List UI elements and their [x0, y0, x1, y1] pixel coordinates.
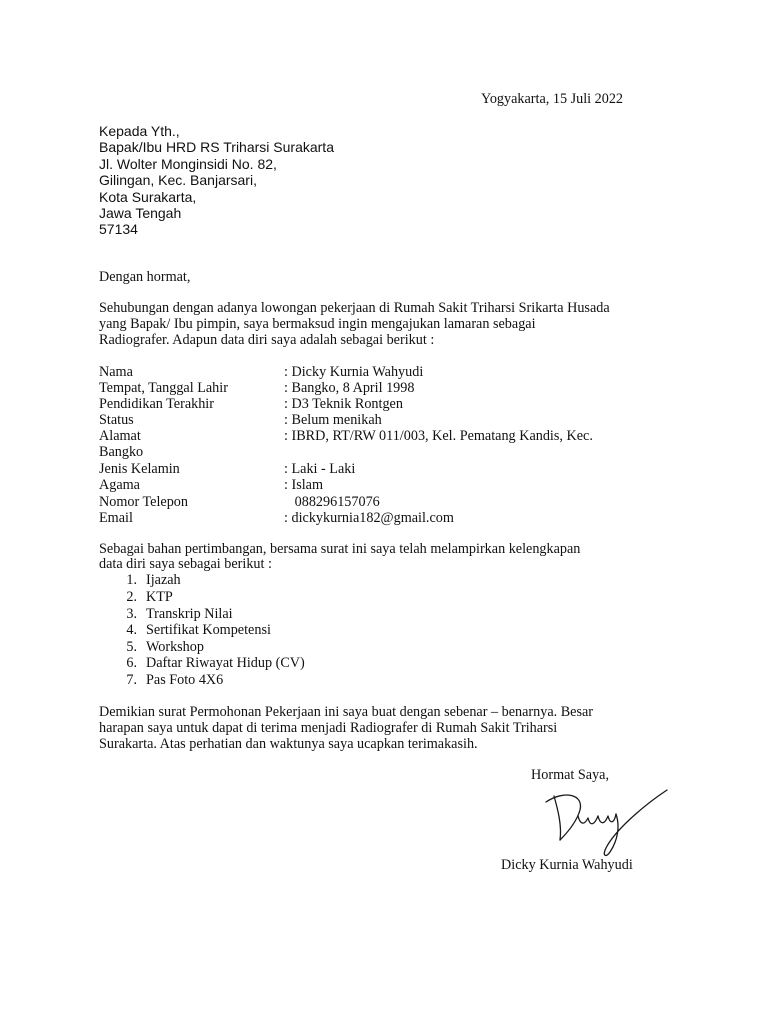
data-value: : Dicky Kurnia Wahyudi	[284, 364, 424, 380]
list-text: Ijazah	[146, 572, 181, 588]
data-value: : Islam	[284, 477, 324, 493]
data-label: Email	[99, 510, 133, 526]
recipient-line: Jl. Wolter Monginsidi No. 82,	[99, 156, 277, 172]
data-value: : Laki - Laki	[284, 461, 356, 477]
data-label: Alamat	[99, 428, 141, 444]
data-label: Status	[99, 412, 134, 428]
list-number: 4.	[126, 622, 137, 638]
data-label: Jenis Kelamin	[99, 461, 180, 477]
list-text: KTP	[146, 589, 173, 605]
data-row-ttl	[99, 380, 699, 397]
list-number: 1.	[126, 572, 137, 588]
closing-line: harapan saya untuk dapat di terima menjadi Radiografer di Rumah Sakit Triharsi	[99, 720, 558, 736]
data-row-status	[99, 412, 699, 429]
recipient-line: Bapak/Ibu HRD RS Triharsi Surakarta	[99, 139, 334, 155]
recipient-line: Jawa Tengah	[99, 205, 182, 221]
intro-line: Sehubungan dengan adanya lowongan pekerjaan di Rumah Sakit Triharsi Srikarta Husada	[99, 300, 610, 316]
place-date: Yogyakarta, 15 Juli 2022	[481, 91, 624, 107]
attachments-intro-line: data diri saya sebagai berikut :	[99, 556, 272, 572]
closing-line: Surakarta. Atas perhatian dan waktunya saya ucapkan terimakasih.	[99, 736, 478, 752]
data-value: 088296157076	[284, 494, 380, 510]
recipient-line: Kepada Yth.,	[99, 123, 180, 139]
data-label: Agama	[99, 477, 140, 493]
list-number: 5.	[126, 639, 137, 655]
list-number: 2.	[126, 589, 137, 605]
attachments-intro-line: Sebagai bahan pertimbangan, bersama surat ini saya telah melampirkan kelengkapan	[99, 541, 581, 557]
list-number: 7.	[126, 672, 137, 688]
data-value: : Bangko, 8 April 1998	[284, 380, 415, 396]
intro-line: Radiografer. Adapun data diri saya adalah sebagai berikut :	[99, 332, 435, 348]
data-value: : Belum menikah	[284, 412, 382, 428]
data-row-jenis-kelamin	[99, 461, 699, 478]
data-label: Tempat, Tanggal Lahir	[99, 380, 228, 396]
signature-image	[540, 780, 670, 860]
closing-line: Demikian surat Permohonan Pekerjaan ini saya buat dengan sebenar – benarnya. Besar	[99, 704, 594, 720]
data-row-alamat	[99, 428, 699, 445]
data-label: Pendidikan Terakhir	[99, 396, 214, 412]
recipient-line: 57134	[99, 221, 138, 237]
data-row-nama	[99, 364, 699, 381]
data-row-telepon	[99, 494, 699, 511]
list-text: Daftar Riwayat Hidup (CV)	[146, 655, 305, 671]
list-text: Sertifikat Kompetensi	[146, 622, 271, 638]
recipient-line: Kota Surakarta,	[99, 189, 197, 205]
intro-line: yang Bapak/ Ibu pimpin, saya bermaksud ingin mengajukan lamaran sebagai	[99, 316, 536, 332]
list-number: 6.	[126, 655, 137, 671]
list-number: 3.	[126, 606, 137, 622]
data-value: : IBRD, RT/RW 011/003, Kel. Pematang Kandis, Kec.	[284, 428, 593, 444]
data-label: Nomor Telepon	[99, 494, 188, 510]
data-label: Nama	[99, 364, 133, 380]
greeting: Dengan hormat,	[99, 269, 191, 285]
sign-off: Hormat Saya,	[531, 767, 610, 783]
list-text: Transkrip Nilai	[146, 606, 233, 622]
list-text: Pas Foto 4X6	[146, 672, 224, 688]
data-label: Bangko	[99, 444, 144, 460]
signer-name: Dicky Kurnia Wahyudi	[501, 857, 633, 873]
data-value: : dickykurnia182@gmail.com	[284, 510, 454, 526]
list-text: Workshop	[146, 639, 204, 655]
data-row-pendidikan	[99, 396, 699, 413]
data-value: : D3 Teknik Rontgen	[284, 396, 403, 412]
recipient-line: Gilingan, Kec. Banjarsari,	[99, 172, 257, 188]
data-row-email	[99, 510, 699, 527]
data-row-agama	[99, 477, 699, 494]
data-row-alamat-cont	[99, 444, 699, 461]
